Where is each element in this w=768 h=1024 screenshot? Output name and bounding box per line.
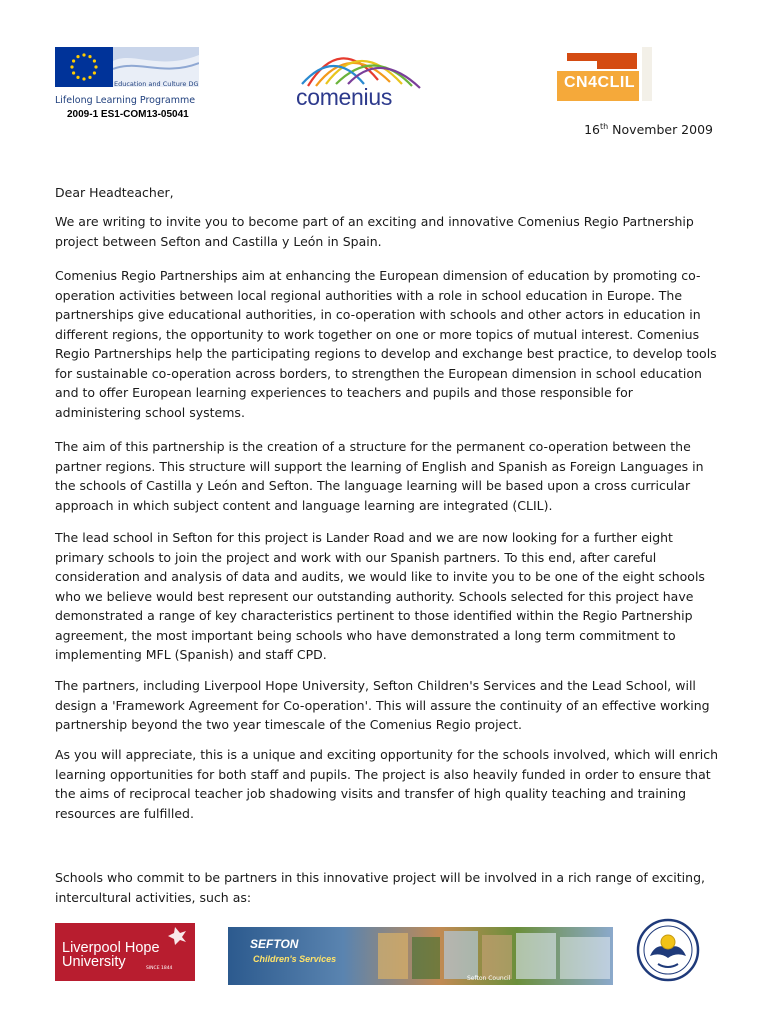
paragraph-invitation: We are writing to invite you to become part of an exciting and innovative Comenius Regio Partnership project between Sefton and Castilla y León in Spain. [55,214,694,249]
sefton-title: SEFTON [250,937,299,951]
paragraph-regio-aims: Comenius Regio Partnerships aim at enhancing the European dimension of education by promoting co-operation activities between local regional authorities with a role in school education in Europe. The partnerships give educational authorities, in co-operation with schools and other actors in education in different regions, the opportunity to work together on one or more topics of mutual interest. Comenius Regio Partnerships help the participating regions to develop and exchange best practice, to develop tools for sustainable co-operation across borders, to strengthen the European dimension in school education and to offer European learning experiences to teachers and pupils and those responsible for administering school systems. [55,268,717,420]
paragraph-partners: The partners, including Liverpool Hope University, Sefton Children's Services and the Lead School, will design a 'Framework Agreement for Co-operation'. This will assure the continuity of an effective working partnership beyond the two year timescale of the Comenius Regio project. [55,678,710,732]
lhu-since-label: SINCE 1844 [146,966,173,971]
paragraph-opportunity: As you will appreciate, this is a unique and exciting opportunity for the schools involved, which will enrich learning opportunities for both staff and pupils. The project is also heavily funded in order to ensure that the aims of reciprocal teacher job shadowing visits and transfer of high quality teaching and training resources are fulfilled. [55,747,719,821]
cn4clil-wordmark: CN4CLIL [564,74,636,91]
date-month-year: November 2009 [608,122,713,138]
school-crest-logo [636,918,700,982]
lhu-line-1: Liverpool Hope [62,940,160,956]
date-day: 16 [584,122,600,138]
paragraph-activities: Schools who commit to be partners in this innovative project will be involved in a rich range of exciting, intercultural activities, such as: [55,870,705,905]
sefton-subtitle: Children's Services [253,954,337,964]
llp-programme-label: Lifelong Learning Programme [55,95,196,106]
paragraph-partnership-aim: The aim of this partnership is the creation of a structure for the permanent co-operation between the partner regions. This structure will support the learning of English and Spanish as Foreign Languages in the schools of Castilla y León and Sefton. The language learning will be based upon a cross curricular approach in which subject content and language learning are integrated (CLIL). [55,439,704,513]
liverpool-hope-wordmark [62,941,160,969]
letter-date [584,122,713,137]
cn4clil-strip-2 [597,61,637,69]
comenius-wordmark: comenius [296,84,393,110]
paragraph-lead-school: The lead school in Sefton for this project is Lander Road and we are now looking for a further eight primary schools to join the project and work with our Spanish partners. To this end, after careful consideration and analysis of data and audits, we would like to invite you to be one of the eight schools who we believe would best represent our outstanding authority. Schools selected for this project have demonstrated a range of key characteristics pertinent to those identified within the Regio Partnership agreement, the most important being schools who have demonstrated a long term commitment to implementing MFL (Spanish) and staff CPD. [55,530,705,662]
llp-department-label: Education and Culture DG [114,80,199,88]
cn4clil-strip [567,53,637,61]
sefton-council-label: Sefton Council [467,975,511,982]
salutation: Dear Headteacher, [55,185,174,200]
eu-flag-logo [55,47,113,87]
project-code: 2009-1 ES1-COM13-05041 [67,109,189,120]
date-suffix: th [599,122,609,131]
lhu-line-2: University [62,954,126,970]
cn4clil-side-column [642,47,652,101]
